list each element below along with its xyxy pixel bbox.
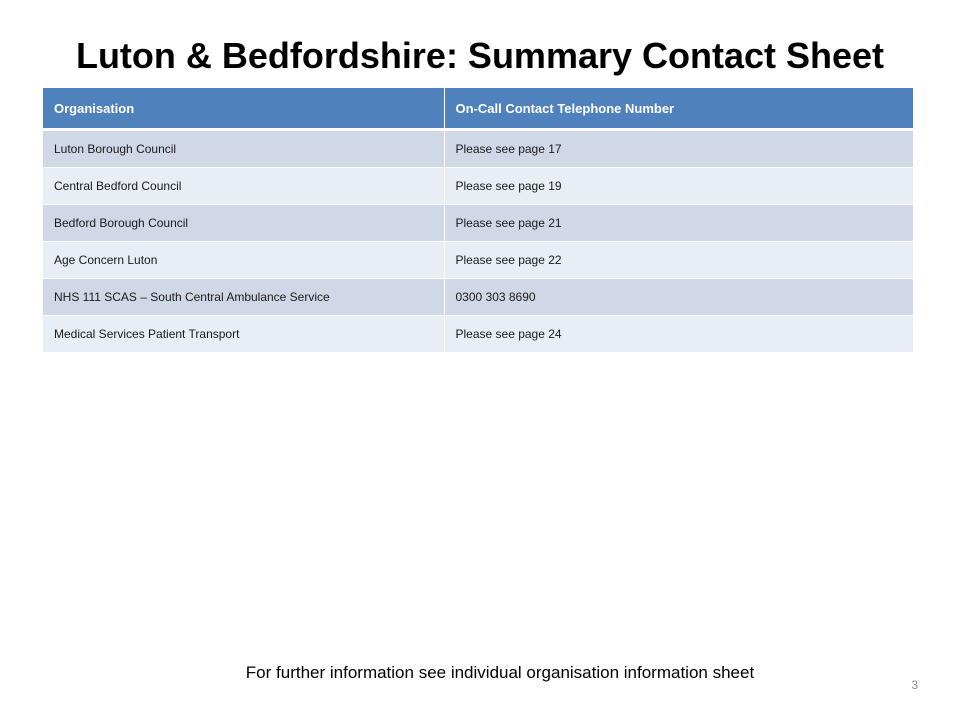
column-header-contact: On-Call Contact Telephone Number [444, 88, 913, 130]
organisation-cell: Medical Services Patient Transport [43, 316, 444, 353]
table-row [43, 168, 913, 205]
footer-note: For further information see individual organisation information sheet [245, 663, 755, 682]
contact-cell: 0300 303 8690 [444, 279, 913, 316]
table-row [43, 130, 913, 168]
organisation-cell: Central Bedford Council [43, 168, 444, 205]
contact-cell: Please see page 19 [444, 168, 913, 205]
table-row [43, 242, 913, 279]
page-number: 3 [911, 678, 918, 692]
organisation-cell: Bedford Borough Council [43, 205, 444, 242]
table-row [43, 279, 913, 316]
contact-cell: Please see page 22 [444, 242, 913, 279]
contact-cell: Please see page 17 [444, 130, 913, 168]
table-row [43, 316, 913, 353]
table-header-row [43, 88, 913, 130]
organisation-cell: NHS 111 SCAS – South Central Ambulance Service [43, 279, 444, 316]
organisation-cell: Luton Borough Council [43, 130, 444, 168]
contact-table [43, 88, 913, 353]
slide-title: Luton & Bedfordshire: Summary Contact Sheet [75, 35, 885, 76]
contact-cell: Please see page 21 [444, 205, 913, 242]
organisation-cell: Age Concern Luton [43, 242, 444, 279]
contact-cell: Please see page 24 [444, 316, 913, 353]
column-header-organisation: Organisation [43, 88, 444, 130]
table-row [43, 205, 913, 242]
